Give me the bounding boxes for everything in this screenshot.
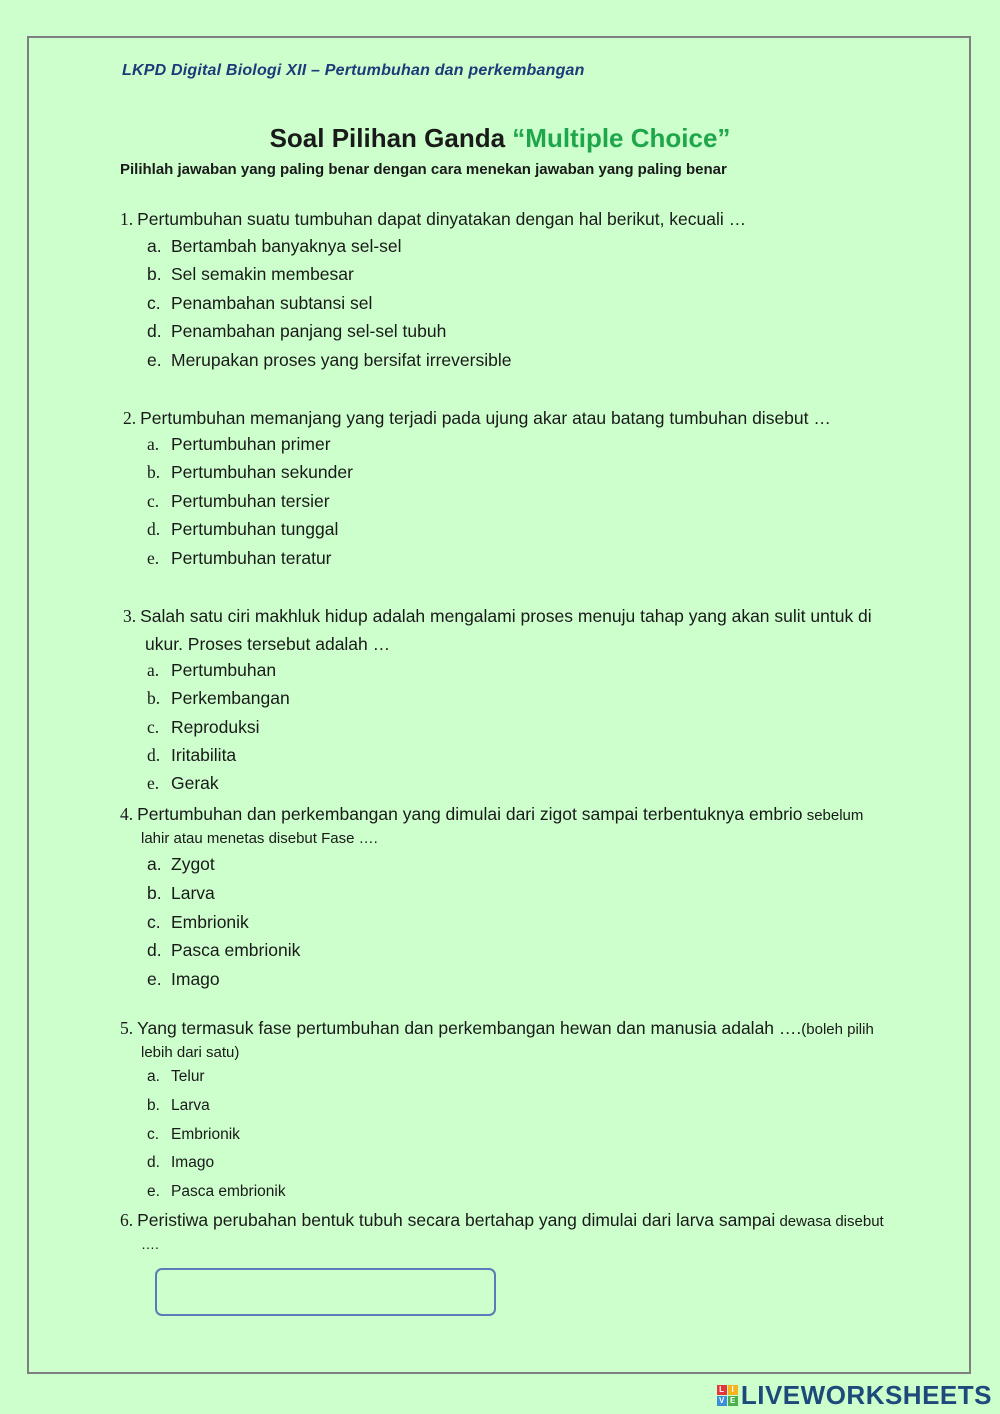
q1-option-d[interactable]: d. Penambahan panjang sel-sel tubuh [147, 321, 447, 341]
q3-option-e[interactable]: e. Gerak [147, 773, 219, 793]
q1-option-c[interactable]: c. Penambahan subtansi sel [147, 293, 373, 313]
question-4-line2: lahir atau menetas disebut Fase …. [141, 830, 378, 847]
question-3: 3. Salah satu ciri makhluk hidup adalah mengalami proses menuju tahap yang akan sulit untuk di [123, 606, 872, 626]
q2-option-c[interactable]: c. Pertumbuhan tersier [147, 491, 330, 511]
q2-option-d[interactable]: d. Pertumbuhan tunggal [147, 519, 339, 539]
q3-option-d[interactable]: d. Iritabilita [147, 745, 237, 765]
q3-option-c[interactable]: c. Reproduksi [147, 717, 260, 737]
q5-option-a[interactable]: a. Telur [147, 1068, 205, 1085]
question-5-line2: lebih dari satu) [141, 1044, 240, 1061]
question-5: 5. Yang termasuk fase pertumbuhan dan perkembangan hewan dan manusia adalah ….(boleh pilih [120, 1018, 874, 1038]
q4-option-c[interactable]: c. Embrionik [147, 912, 249, 932]
q5-option-b[interactable]: b. Larva [147, 1097, 210, 1114]
question-6: 6. Peristiwa perubahan bentuk tubuh secara bertahap yang dimulai dari larva sampai dewasa disebut [120, 1210, 884, 1230]
q4-option-e[interactable]: e. Imago [147, 969, 220, 989]
title-main: Soal Pilihan Ganda [269, 123, 513, 153]
worksheet-header: LKPD Digital Biologi XII – Pertumbuhan dan perkembangan [122, 62, 585, 79]
q4-option-b[interactable]: b. Larva [147, 883, 215, 903]
page-title [0, 123, 1000, 154]
q5-option-c[interactable]: c. Embrionik [147, 1126, 240, 1143]
question-3-line2: ukur. Proses tersebut adalah … [145, 634, 391, 654]
title-accent: “Multiple Choice” [512, 123, 731, 153]
q1-option-e[interactable]: e. Merupakan proses yang bersifat irreversible [147, 350, 512, 370]
question-6-line2: …. [141, 1236, 159, 1252]
q3-option-a[interactable]: a. Pertumbuhan [147, 660, 277, 680]
instruction-text: Pilihlah jawaban yang paling benar dengan cara menekan jawaban yang paling benar [120, 161, 727, 178]
liveworksheets-logo [717, 1380, 992, 1410]
q6-answer-input[interactable] [155, 1268, 496, 1316]
q5-option-d[interactable]: d. Imago [147, 1154, 215, 1171]
q2-option-e[interactable]: e. Pertumbuhan teratur [147, 548, 332, 568]
q1-option-a[interactable]: a. Bertambah banyaknya sel-sel [147, 236, 402, 256]
question-2: 2. Pertumbuhan memanjang yang terjadi pada ujung akar atau batang tumbuhan disebut … [123, 408, 831, 428]
q4-option-a[interactable]: a. Zygot [147, 854, 215, 874]
q1-option-b[interactable]: b. Sel semakin membesar [147, 264, 354, 284]
q3-option-b[interactable]: b. Perkembangan [147, 688, 290, 708]
question-1: 1. Pertumbuhan suatu tumbuhan dapat dinyatakan dengan hal berikut, kecuali … [120, 209, 747, 229]
q5-option-e[interactable]: e. Pasca embrionik [147, 1183, 286, 1200]
q4-option-d[interactable]: d. Pasca embrionik [147, 940, 301, 960]
q2-option-a[interactable]: a. Pertumbuhan primer [147, 434, 331, 454]
liveworksheets-logo-icon: L I V E [717, 1385, 738, 1406]
q2-option-b[interactable]: b. Pertumbuhan sekunder [147, 462, 353, 482]
liveworksheets-logo-text: LIVEWORKSHEETS [740, 1379, 992, 1410]
question-4: 4. Pertumbuhan dan perkembangan yang dimulai dari zigot sampai terbentuknya embrio sebelum [120, 804, 864, 824]
